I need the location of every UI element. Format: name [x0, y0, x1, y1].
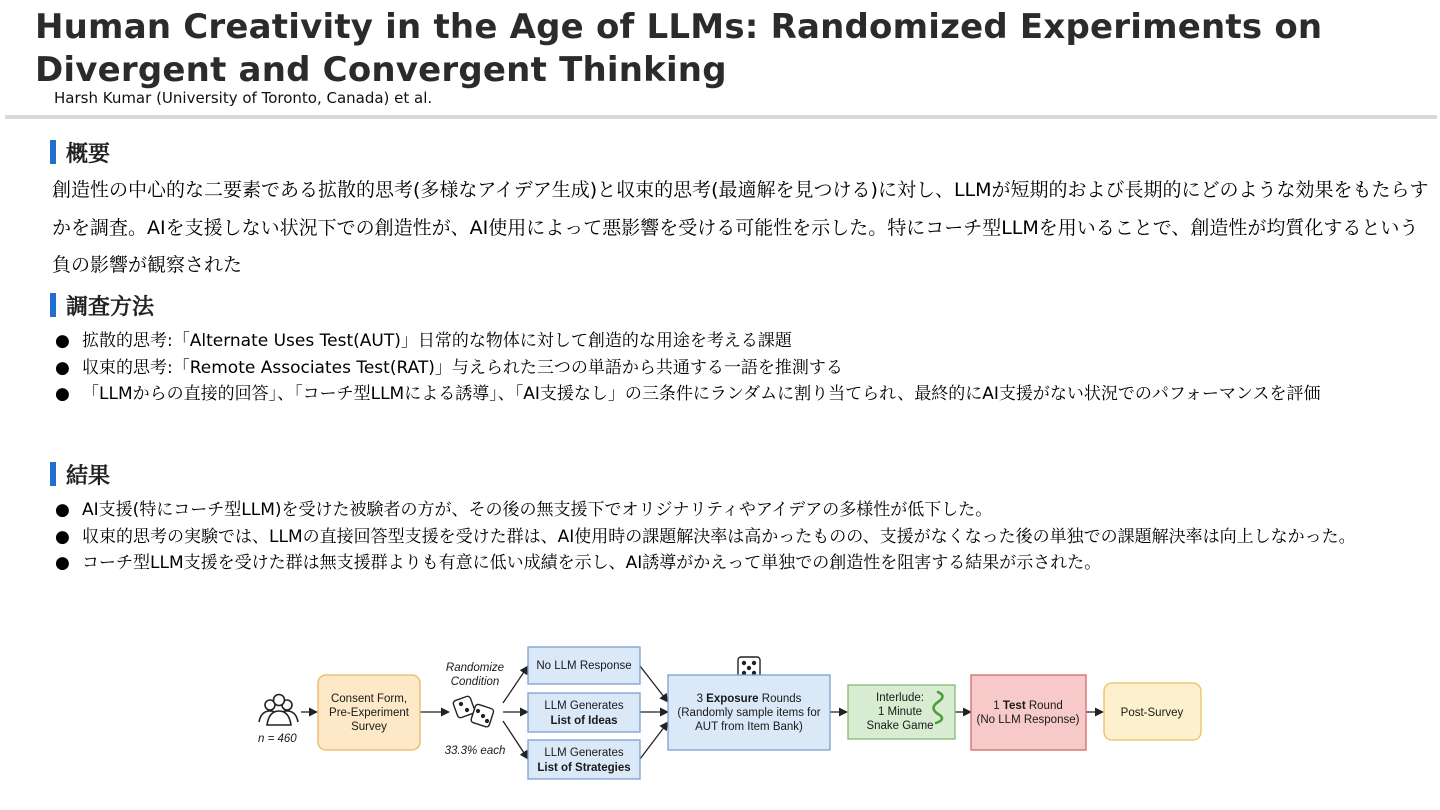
consent-box — [318, 675, 420, 750]
heading-text: 概要 — [66, 141, 111, 167]
test-box — [971, 675, 1086, 750]
split-label: 33.3% each — [444, 745, 506, 757]
exposure-box — [668, 675, 830, 750]
svg-text:List of Strategies: List of Strategies — [537, 762, 631, 774]
condition-none-box — [528, 647, 640, 684]
authors: Harsh Kumar (University of Toronto, Canada) et al. — [54, 89, 433, 107]
svg-text:No LLM Response: No LLM Response — [536, 660, 632, 672]
participants-count: n = 460 — [258, 733, 297, 745]
svg-text:AUT from Item Bank): AUT from Item Bank) — [695, 721, 803, 733]
svg-text:Post-Survey: Post-Survey — [1120, 707, 1184, 719]
condition-strategies-box — [528, 740, 640, 779]
overview-body: 創造性の中心的な二要素である拡散的思考(多様なアイデア生成)と収束的思考(最適解を見つける)に対し、LLMが短期的および長期的にどのような効果をもたらすかを調査。AIを支援しない状況下での創造性が、AI使用によって悪影響を受ける可能性を示した。特にコーチ型LLMを用いることで、創造性が均質化するという負の影響が観察された — [52, 179, 1429, 276]
svg-text:1 Minute: 1 Minute — [877, 706, 923, 718]
list-item: ● 拡散的思考:「Alternate Uses Test(AUT)」日常的な物体に対して創造的な用途を考える課題 — [55, 328, 1415, 355]
bullet: ● — [55, 357, 70, 378]
svg-text:Pre-Experiment: Pre-Experiment — [329, 707, 409, 719]
list-item: ● AI支援(特にコーチ型LLM)を受けた被験者の方が、その後の無支援下でオリジナリティやアイデアの多様性が低下した。 — [55, 497, 1415, 524]
post-survey-box — [1104, 683, 1201, 740]
bullet: ● — [55, 553, 70, 573]
svg-text:List of Ideas: List of Ideas — [550, 715, 618, 727]
svg-text:Snake Game: Snake Game — [866, 720, 934, 732]
bullet: ● — [55, 526, 70, 547]
dice-icon — [452, 695, 494, 727]
svg-text:1 Test Round: 1 Test Round — [993, 700, 1063, 712]
title-line-1: Human Creativity in the Age of LLMs: Randomized Experiments on — [35, 7, 1323, 47]
svg-text:LLM Generates: LLM Generates — [544, 747, 624, 759]
bullet: ● — [55, 500, 70, 520]
svg-text:Survey: Survey — [351, 721, 387, 733]
bullet: ● — [55, 384, 70, 404]
svg-text:(Randomly sample items for: (Randomly sample items for — [677, 707, 821, 719]
svg-text:3 Exposure Rounds: 3 Exposure Rounds — [696, 693, 802, 705]
list-item: ● コーチ型LLM支援を受けた群は無支援群よりも有意に低い成績を示し、AI誘導がかえって単独での創造性を阻害する結果が示された。 — [55, 550, 1415, 577]
svg-text:Consent Form,: Consent Form, — [330, 693, 408, 705]
condition-ideas-box — [528, 693, 640, 732]
randomize-label: Randomize — [445, 662, 505, 674]
heading-text: 調査方法 — [66, 294, 155, 320]
bullet: ● — [55, 331, 70, 351]
svg-text:Interlude:: Interlude: — [876, 692, 924, 704]
heading-text: 結果 — [66, 463, 111, 489]
svg-text:LLM Generates: LLM Generates — [544, 700, 624, 712]
participants-icon — [259, 695, 298, 726]
list-item: ● 収束的思考の実験では、LLMの直接回答型支援を受けた群は、AI使用時の課題解決率は高かったものの、支援がなくなった後の単独での課題解決率は向上しなかった。 — [55, 524, 1415, 551]
list-item: ● 「LLMからの直接的回答」、「コーチ型LLMによる誘導」、「AI支援なし」の三条件にランダムに割り当てられ、最終的にAI支援がない状況でのパフォーマンスを評価 — [55, 381, 1415, 408]
list-item: ● 収束的思考:「Remote Associates Test(RAT)」与えられた三つの単語から共通する一語を推測する — [55, 355, 1415, 382]
svg-text:(No LLM Response): (No LLM Response) — [976, 714, 1080, 726]
title-line-2: Divergent and Convergent Thinking — [35, 50, 727, 90]
randomize-label: Condition — [450, 676, 500, 688]
